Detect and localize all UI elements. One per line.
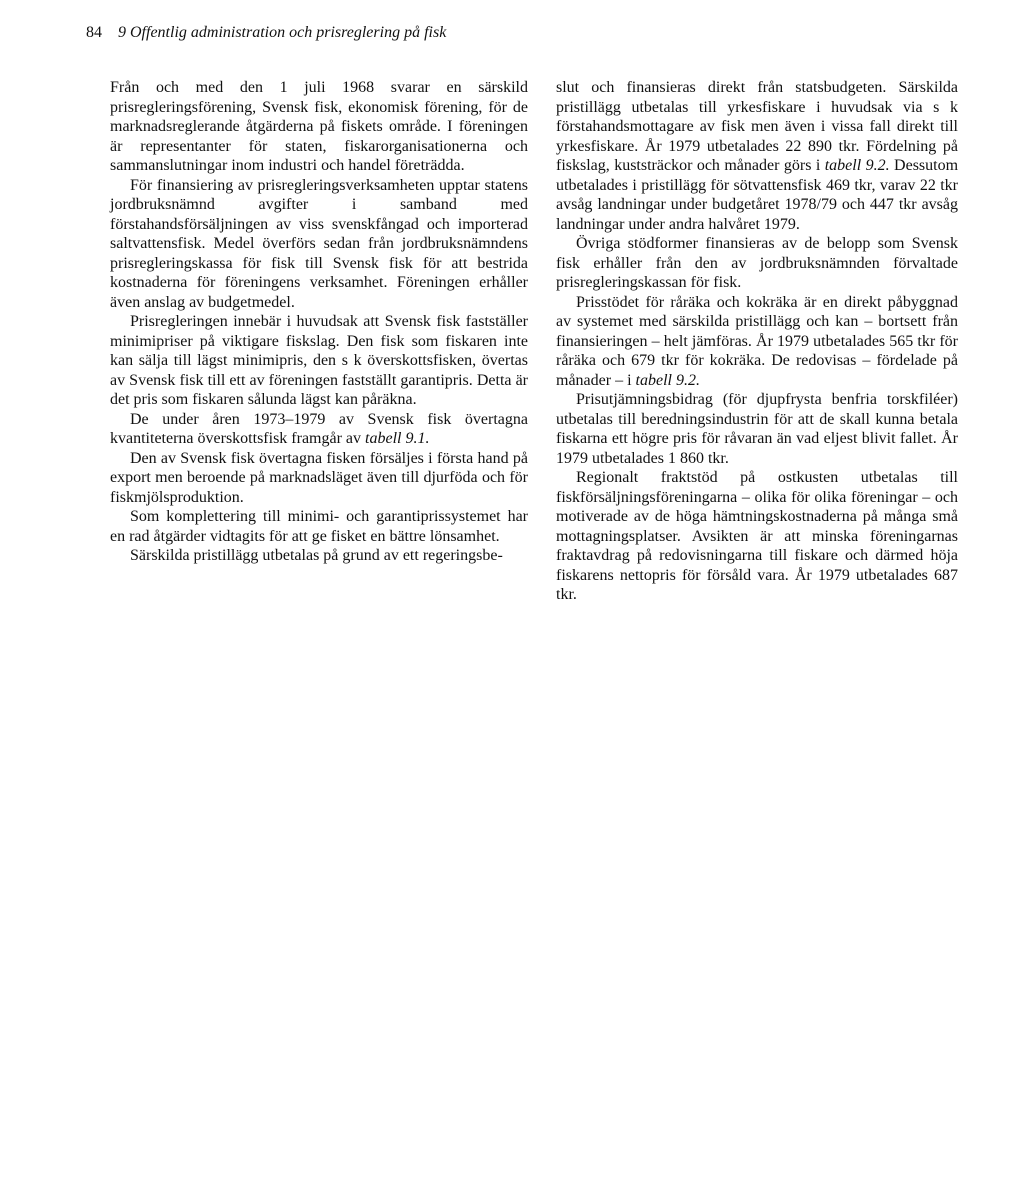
- paragraph: Den av Svensk fisk övertagna fisken försäljes i första hand på export men beroende på marknadsläget även till djurföda och för fiskmjölsproduktion.: [110, 449, 528, 506]
- paragraph: För finansiering av prisregleringsverksamheten upptar statens jordbruksnämnd avgifter i samband med förstahandsförsäljningen av viss svenskfångad och importerad saltvattensfisk. Medel överförs sedan från jordbruksnämndens prisregleringskassa för fisk till Svensk fisk för att bestrida kostnaderna för föreningens verksamhet. Föreningen erhåller även anslag av budgetmedel.: [110, 176, 528, 311]
- paragraph-text: Dessutom utbetalades i pristillägg för sötvattensfisk 469 tkr, varav 22 tkr avsåg landningar under budgetåret 1978/79 och 447 tkr avsåg landningar under andra halvåret 1979.: [556, 157, 959, 233]
- page-header: [86, 22, 446, 44]
- paragraph: Från och med den 1 juli 1968 svarar en särskild prisregleringsförening, Svensk fisk, ekonomisk förening, för de marknadsreglerande åtgärderna på fiskets område. I föreningen är representanter för staten, fiskarorganisationerna och sammanslutningar inom industri och handel företrädda.: [110, 79, 528, 174]
- left-column: [110, 78, 528, 566]
- paragraph: Som komplettering till minimi- och garantiprissystemet har en rad åtgärder vidtagits för att ge fisket en bättre lönsamhet.: [110, 508, 528, 545]
- paragraph-text: De under åren 1973–1979 av Svensk fisk övertagna kvantiteterna överskottsfisk framgår av: [110, 410, 528, 447]
- right-column: [556, 78, 958, 605]
- running-title: 9 Offentlig administration och prisreglering på fisk: [118, 24, 447, 41]
- paragraph: Övriga stödformer finansieras av de belopp som Svensk fisk erhåller från den av jordbruksnämnden förvaltade prisregleringskassan för fisk.: [556, 235, 958, 291]
- paragraph-text: Prisstödet för råräka och kokräka är en direkt påbyggnad av systemet med särskilda pristillägg och kan – bortsett från finansieringen – helt jämföras. År 1979 utbetalades 565 tkr för råräka och 679 tkr för kokräka. De redovisas – fördelade på månader – i: [556, 293, 958, 389]
- table-reference[interactable]: tabell 9.1.: [365, 430, 430, 447]
- table-reference[interactable]: tabell 9.2.: [635, 371, 700, 389]
- paragraph-text: slut och finansieras direkt från statsbudgeten. Särskilda pristillägg utbetalas till yrkesfiskare i huvudsak via s k förstahandsmottagare av fisk men även i vissa fall direkt till yrkesfiskare. År 1979 utbetalades 22 890 tkr. Fördelning på fiskslag, kuststräckor och månader görs i: [556, 79, 958, 174]
- page-number: 84: [86, 24, 102, 41]
- paragraph: Prisutjämningsbidrag (för djupfrysta benfria torskfiléer) utbetalas till beredningsindustrin för att de skall kunna betala fiskarna ett högre pris för råvaran än vad eljest blivit fallet. År 1979 utbetalades 1 860 tkr.: [556, 391, 958, 467]
- paragraph-with-table-ref: [556, 293, 958, 391]
- table-reference[interactable]: tabell 9.2.: [824, 157, 890, 174]
- paragraph-with-table-ref: [110, 410, 528, 449]
- paragraph: Prisregleringen innebär i huvudsak att Svensk fisk fastställer minimipriser på viktigare fiskslag. Den fisk som fiskaren inte kan sälja till lägst minimipris, den s k överskottsfisken, övertas av Svensk fisk till ett av föreningen fastställt garantipris. Detta är det pris som fiskaren sålunda lägst kan påräkna.: [110, 313, 528, 408]
- paragraph: Regionalt fraktstöd på ostkusten utbetalas till fiskförsäljningsföreningarna – olika för olika föreningar – och motiverade av de höga hämtningskostnaderna på många små mottagningsplatser. Avsikten är att minska föreningarnas fraktavdrag på redovisningarna till fiskare och därmed höja fiskarens nettopris för försåld vara. År 1979 utbetalades 687 tkr.: [556, 469, 958, 603]
- paragraph-with-table-ref: [556, 78, 958, 234]
- paragraph: Särskilda pristillägg utbetalas på grund av ett regeringsbe-: [130, 547, 503, 564]
